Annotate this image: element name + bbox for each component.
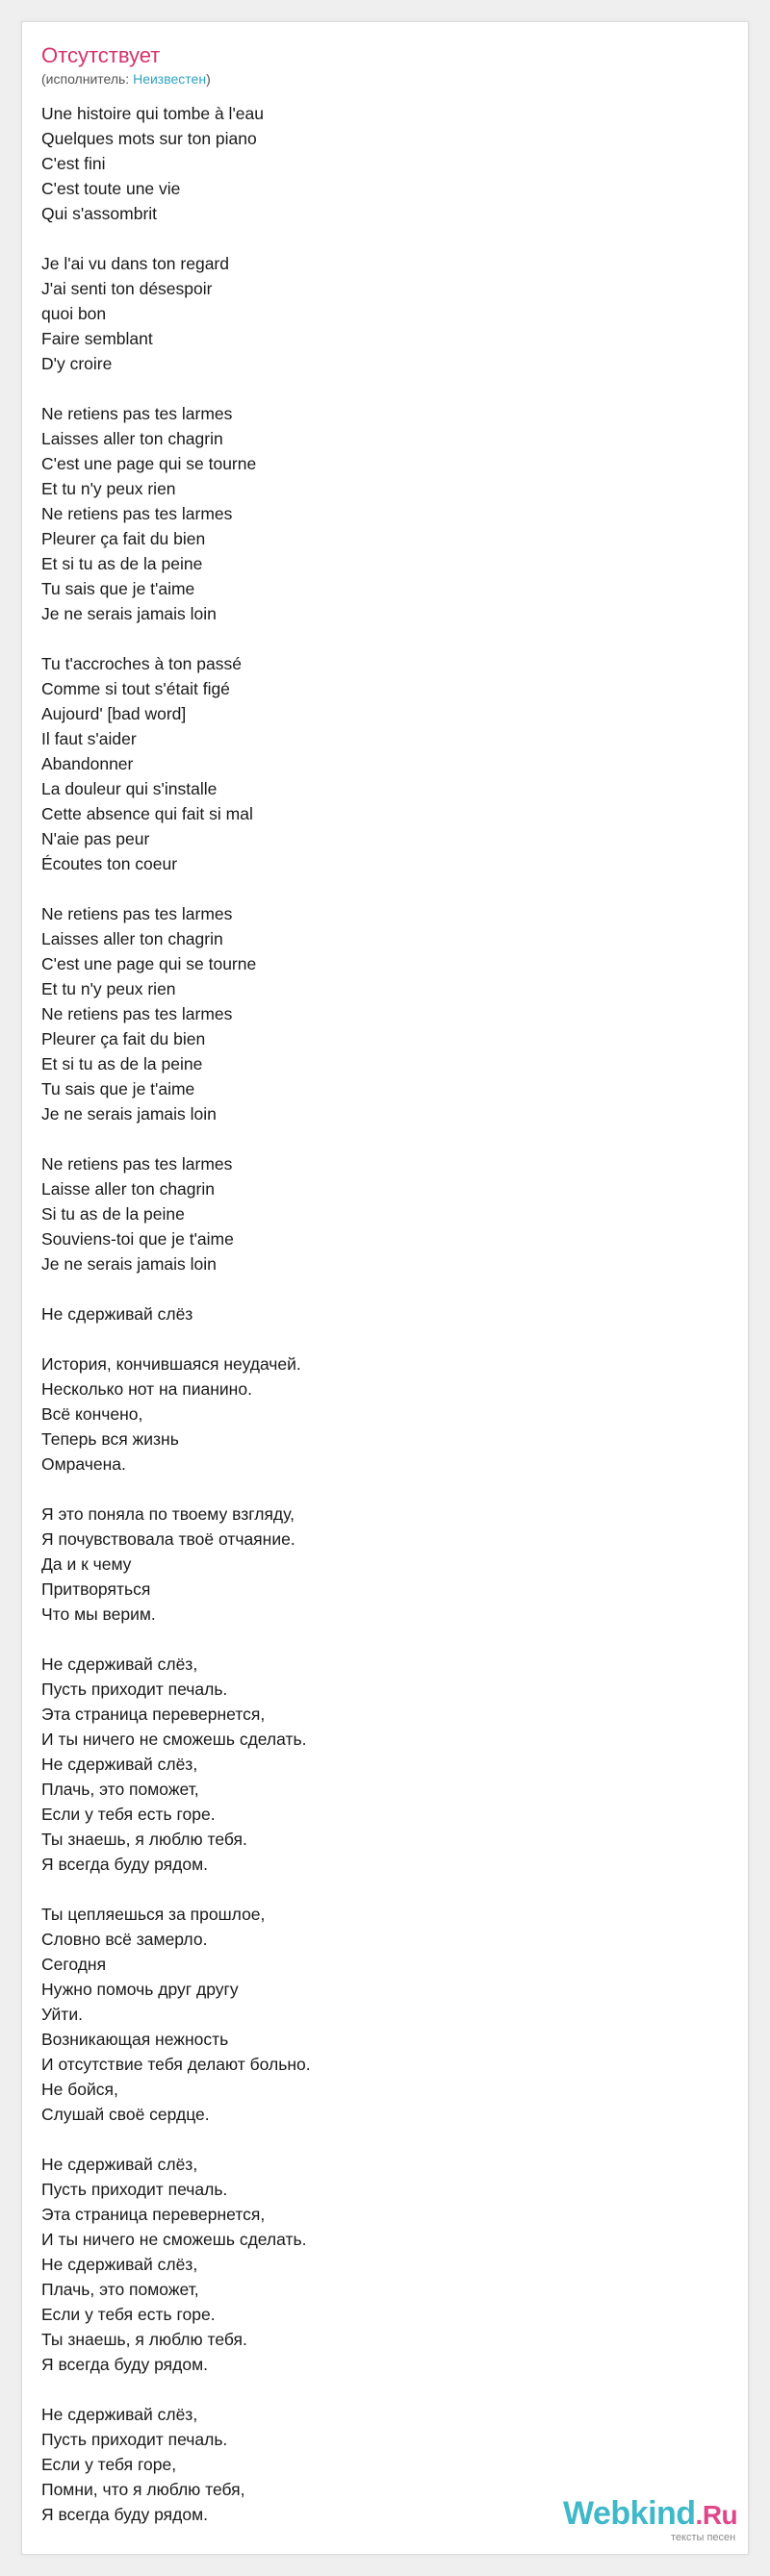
lyric-line: Je l'ai vu dans ton regard: [41, 254, 229, 273]
performer-suffix: ): [206, 71, 211, 87]
lyric-line: Ты цепляешься за прошлое,: [41, 1905, 266, 1924]
lyric-line: Омрачена.: [41, 1454, 126, 1474]
stanza-gap: [41, 876, 715, 901]
lyric-line: Laisses aller ton chagrin: [41, 929, 223, 948]
stanza-gap: [41, 226, 715, 251]
lyric-line: C'est toute une vie: [41, 179, 181, 198]
lyric-line: И ты ничего не сможешь сделать.: [41, 2230, 307, 2249]
stanza-gap: [41, 376, 715, 401]
lyric-line: Ты знаешь, я люблю тебя.: [41, 1830, 247, 1849]
lyric-line: Pleurer ça fait du bien: [41, 529, 206, 548]
lyric-line: Не бойся,: [41, 2080, 118, 2099]
lyric-line: Ne retiens pas tes larmes: [41, 1154, 233, 1174]
performer-link[interactable]: Неизвестен: [133, 71, 207, 87]
lyric-line: Abandonner: [41, 754, 134, 773]
lyric-line: Et si tu as de la peine: [41, 1054, 203, 1073]
lyric-line: C'est fini: [41, 154, 106, 173]
lyric-line: Если у тебя есть горе.: [41, 2305, 216, 2324]
lyric-line: Et si tu as de la peine: [41, 554, 203, 573]
lyric-line: Если у тебя горе,: [41, 2455, 177, 2474]
lyric-line: Нужно помочь друг другу: [41, 1980, 239, 1999]
song-title: Отсутствует: [41, 43, 161, 67]
lyric-line: Не сдерживай слёз,: [41, 2255, 198, 2274]
lyric-line: Il faut s'aider: [41, 729, 137, 748]
logo-wordmark: [563, 2494, 737, 2535]
lyric-line: Qui s'assombrit: [41, 204, 158, 223]
stanza-gap: [41, 1126, 715, 1151]
lyric-line: Comme si tout s'était figé: [41, 679, 230, 698]
lyric-line: Je ne serais jamais loin: [41, 604, 217, 623]
lyric-line: Эта страница перевернется,: [41, 2205, 266, 2224]
lyric-line: Сегодня: [41, 1955, 107, 1974]
lyric-line: Я всегда буду рядом.: [41, 2355, 208, 2374]
lyric-line: Une histoire qui tombe à l'eau: [41, 104, 264, 123]
lyric-line: Возникающая нежность: [41, 2030, 229, 2049]
lyric-line: Плачь, это поможет,: [41, 2280, 199, 2299]
lyric-line: Ne retiens pas tes larmes: [41, 404, 233, 423]
lyric-line: Я всегда буду рядом.: [41, 2505, 208, 2524]
lyric-line: Помни, что я люблю тебя,: [41, 2480, 245, 2499]
lyric-line: Не сдерживай слёз: [41, 1304, 193, 1324]
lyric-line: Quelques mots sur ton piano: [41, 129, 257, 148]
lyric-line: Да и к чему: [41, 1554, 132, 1574]
stanza-gap: [41, 1627, 715, 1652]
lyric-line: quoi bon: [41, 304, 107, 323]
lyric-line: Tu sais que je t'aime: [41, 1079, 195, 1099]
lyric-line: Пусть приходит печаль.: [41, 2180, 228, 2199]
lyric-line: C'est une page qui se tourne: [41, 454, 257, 473]
lyric-line: Ne retiens pas tes larmes: [41, 504, 233, 523]
lyric-line: D'y croire: [41, 354, 113, 373]
stanza-gap: [41, 1276, 715, 1301]
lyric-line: Écoutes ton coeur: [41, 854, 178, 873]
stanza-gap: [41, 1877, 715, 1902]
lyric-line: История, кончившаяся неудачей.: [41, 1354, 301, 1374]
lyric-line: Я почувствовала твоё отчаяние.: [41, 1529, 295, 1549]
lyric-line: Si tu as de la peine: [41, 1204, 185, 1224]
lyric-line: Плачь, это поможет,: [41, 1780, 199, 1799]
lyric-line: Эта страница перевернется,: [41, 1705, 266, 1724]
lyric-line: Пусть приходит печаль.: [41, 1679, 228, 1699]
lyric-line: Souviens-toi que je t'aime: [41, 1229, 234, 1249]
lyric-line: La douleur qui s'installe: [41, 779, 218, 798]
lyrics-card: [21, 21, 749, 2555]
stanza-gap: [41, 626, 715, 651]
lyric-line: Ne retiens pas tes larmes: [41, 1004, 233, 1023]
lyric-line: Если у тебя есть горе.: [41, 1805, 216, 1824]
stanza-gap: [41, 1326, 715, 1351]
lyric-line: C'est une page qui se tourne: [41, 954, 257, 973]
lyric-line: Laisse aller ton chagrin: [41, 1179, 215, 1199]
lyric-line: Ты знаешь, я люблю тебя.: [41, 2330, 247, 2349]
lyric-line: Уйти.: [41, 2005, 83, 2024]
lyric-line: Aujourd' [bad word]: [41, 704, 187, 723]
lyric-line: Не сдерживай слёз,: [41, 1654, 198, 1674]
lyric-line: J'ai senti ton désespoir: [41, 279, 213, 298]
lyric-line: Et tu n'y peux rien: [41, 979, 176, 998]
lyric-line: Слушай своё сердце.: [41, 2105, 210, 2124]
lyric-line: И ты ничего не сможешь сделать.: [41, 1730, 307, 1749]
lyric-line: Всё кончено,: [41, 1404, 143, 1424]
lyric-line: Не сдерживай слёз,: [41, 2405, 198, 2424]
performer-line: [41, 70, 211, 88]
lyric-line: Faire semblant: [41, 329, 153, 348]
logo-name: Webkind: [563, 2495, 696, 2532]
lyric-line: Tu sais que je t'aime: [41, 579, 195, 598]
lyric-line: И отсутствие тебя делают больно.: [41, 2055, 311, 2074]
site-logo[interactable]: [563, 2494, 746, 2552]
lyric-line: Pleurer ça fait du bien: [41, 1029, 206, 1048]
lyric-line: Je ne serais jamais loin: [41, 1254, 217, 1274]
lyric-line: Et tu n'y peux rien: [41, 479, 176, 498]
lyric-line: Я всегда буду рядом.: [41, 1855, 208, 1874]
logo-tagline: тексты песен: [671, 2532, 736, 2543]
lyric-line: Tu t'accroches à ton passé: [41, 654, 242, 673]
stanza-gap: [41, 2377, 715, 2402]
lyric-line: Несколько нот на пианино.: [41, 1379, 252, 1399]
lyric-line: Не сдерживай слёз,: [41, 2155, 198, 2174]
lyric-line: Теперь вся жизнь: [41, 1429, 179, 1449]
lyric-line: Je ne serais jamais loin: [41, 1104, 217, 1124]
stanza-gap: [41, 2127, 715, 2152]
lyric-line: Cette absence qui fait si mal: [41, 804, 253, 823]
lyric-line: N'aie pas peur: [41, 829, 150, 848]
stanza-gap: [41, 1477, 715, 1502]
lyric-line: Ne retiens pas tes larmes: [41, 904, 233, 923]
lyric-line: Laisses aller ton chagrin: [41, 429, 223, 448]
logo-tld: .Ru: [695, 2500, 738, 2530]
lyric-line: Притворяться: [41, 1579, 151, 1599]
lyric-line: Не сдерживай слёз,: [41, 1755, 198, 1774]
lyric-line: Я это поняла по твоему взгляду,: [41, 1504, 295, 1524]
lyric-line: Пусть приходит печаль.: [41, 2430, 228, 2449]
lyric-line: Словно всё замерло.: [41, 1930, 208, 1949]
lyrics-body: [41, 101, 715, 2527]
lyric-line: Что мы верим.: [41, 1604, 156, 1624]
performer-prefix: (исполнитель:: [41, 71, 134, 87]
